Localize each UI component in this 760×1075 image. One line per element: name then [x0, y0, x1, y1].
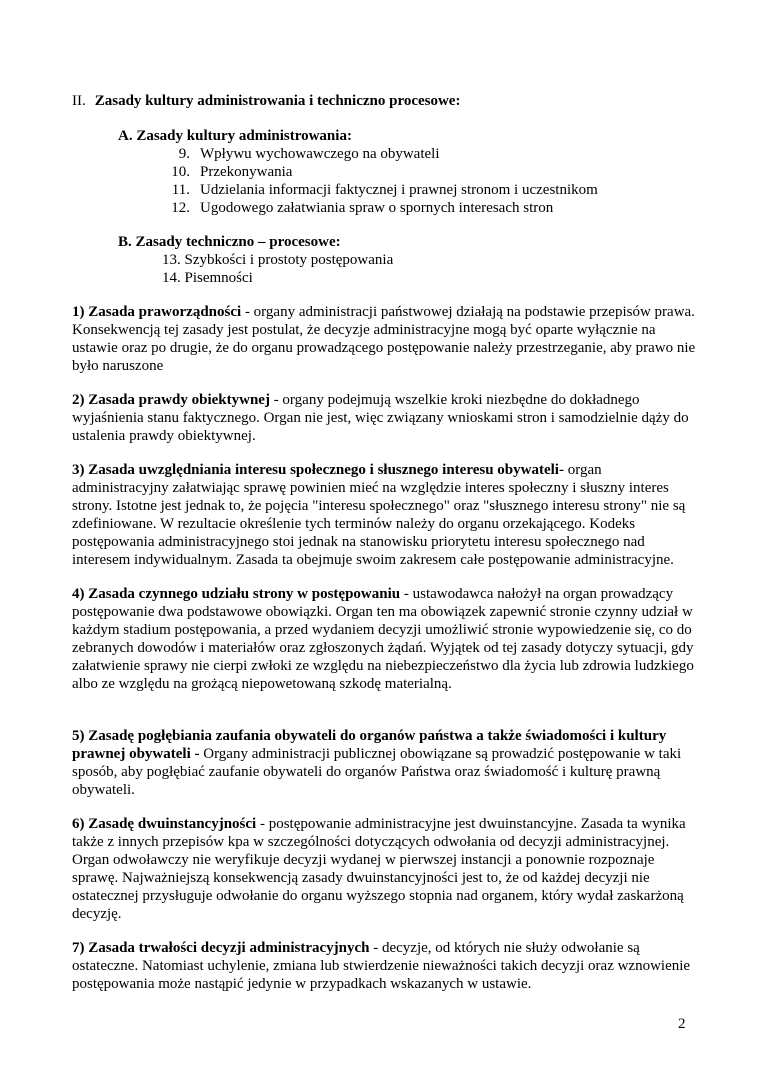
- subsection-b-list: [162, 251, 393, 287]
- list-item-number: 12.: [171, 200, 190, 216]
- list-item-text: Przekonywania: [200, 164, 293, 180]
- list-item-text: Ugodowego załatwiania spraw o spornych interesach stron: [200, 200, 554, 216]
- paragraph-body: - ustawodawca nałożył na organ prowadzący postępowanie dwa podstawowe obowiązki. Organ ten ma obowiązek zapewnić stronie czynny udział w każdym stadium postępowania, a przed wydaniem decyzji umożliwić stronie wypowiedzenie się, co do zebranych dowodów i materiałów oraz zgłoszonych żądań. Wyjątek od tej zasady dotyczy sytuacji, gdy załatwienie sprawy nie cierpi zwłoki ze względu na niebezpieczeństwo dla życia lub zdrowia ludzkiego albo ze względu na grożącą niepowetowaną szkodę materialną.: [72, 586, 694, 692]
- paragraph-title: 3) Zasada uwzględniania interesu społecznego i słusznego interesu obywateli-: [72, 462, 564, 478]
- subsection-b-heading: B. Zasady techniczno – procesowe:: [118, 234, 341, 250]
- list-item-text: Wpływu wychowawczego na obywateli: [200, 146, 440, 162]
- list-item-number: 10.: [171, 164, 190, 180]
- paragraph-trwalosc-decyzji: [72, 939, 696, 993]
- paragraph-praworzadnosc: [72, 303, 696, 375]
- paragraph-zaufanie-obywateli: [72, 727, 696, 799]
- paragraph-czynny-udzial: [72, 585, 696, 693]
- paragraph-body: - postępowanie administracyjne jest dwuinstancyjne. Zasada ta wynika także z innych przepisów kpa w szczególności dotyczących odwołania od decyzji administracyjnej. Organ odwoławczy nie weryfikuje decyzji wydanej w pierwszej instancji a ponownie rozpoznaje sprawę. Najważniejszą konsekwencją zasady dwuinstancyjności jest to, że od każdej decyzji nie ostatecznej przysługuje odwołanie do organu wyższego stopnia nad organem, który wydał zaskarżoną decyzję.: [72, 816, 686, 922]
- list-item: 13. Szybkości i prostoty postępowania: [162, 252, 394, 268]
- paragraph-body: organ administracyjny załatwiając sprawę powinien mieć na względzie interes społeczny i słuszny interes strony. Istotne jest jednak to, że pojęcia "interesu społecznego" oraz "słusznego interesu strony" nie są zdefiniowane. W rezultacie określenie tych terminów należy do organu orzekającego. Kodeks postępowania administracyjnego stoi jednak na stanowisku priorytetu interesu społecznego nad interesem indywidualnym. Zasada ta obejmuje swoim zakresem całe postępowanie administracyjne.: [72, 462, 686, 568]
- subsection-a-list: [162, 145, 598, 217]
- paragraph-title: 7) Zasada trwałości decyzji administracyjnych: [72, 940, 370, 956]
- list-item-text: Udzielania informacji faktycznej i prawnej stronom i uczestnikom: [200, 182, 598, 198]
- section-heading: [72, 92, 460, 110]
- paragraph-body: - organy podejmują wszelkie kroki niezbędne do dokładnego wyjaśnienia stanu faktycznego. Organ nie jest, więc związany wnioskami stron i samodzielnie dąży do ustalenia prawdy obiektywnej.: [72, 392, 689, 444]
- list-item-number: 9.: [178, 146, 190, 162]
- paragraph-title: 1) Zasada praworządności: [72, 304, 242, 320]
- section-number: II.: [72, 93, 86, 109]
- paragraph-body: Organy administracji publicznej obowiązane są prowadzić postępowanie w taki sposób, aby pogłębiać zaufanie obywateli do organów Państwa oraz świadomość i kulturę prawną obywateli.: [72, 746, 682, 798]
- list-item: [162, 181, 598, 199]
- list-item: [162, 199, 598, 217]
- paragraph-body: - organy administracji państwowej działają na podstawie przepisów prawa. Konsekwencją tej zasady jest postulat, że decyzje administracyjne mogą być oparte wyłącznie na ustawie oraz po drugie, że do organu prowadzącego postępowanie należy przestrzeganie, aby prawo nie było naruszone: [72, 304, 696, 374]
- paragraph-prawda-obiektywna: [72, 391, 696, 445]
- page-number: 2: [678, 1016, 686, 1032]
- paragraph-title: 5) Zasadę pogłębiania zaufania obywateli do organów państwa a także świadomości i kultury prawnej obywateli -: [72, 728, 667, 762]
- list-item-number: 11.: [171, 182, 190, 198]
- paragraph-title: 2) Zasada prawdy obiektywnej: [72, 392, 270, 408]
- paragraph-dwuinstancyjnosc: [72, 815, 696, 923]
- subsection-a-heading: A. Zasady kultury administrowania:: [118, 128, 352, 144]
- list-item: [162, 163, 598, 181]
- list-item: 14. Pisemności: [162, 270, 253, 286]
- paragraph-title: 6) Zasadę dwuinstancyjności: [72, 816, 257, 832]
- paragraph-title: 4) Zasada czynnego udziału strony w postępowaniu: [72, 586, 401, 602]
- paragraph-interes-spoleczny: [72, 461, 696, 569]
- list-item: [162, 145, 598, 163]
- section-title: Zasady kultury administrowania i techniczno procesowe:: [94, 93, 461, 109]
- paragraph-body: - decyzje, od których nie służy odwołanie są ostateczne. Natomiast uchylenie, zmiana lub stwierdzenie nieważności takich decyzji oraz wznowienie postępowania może nastąpić jedynie w przypadkach wskazanych w ustawie.: [72, 940, 691, 992]
